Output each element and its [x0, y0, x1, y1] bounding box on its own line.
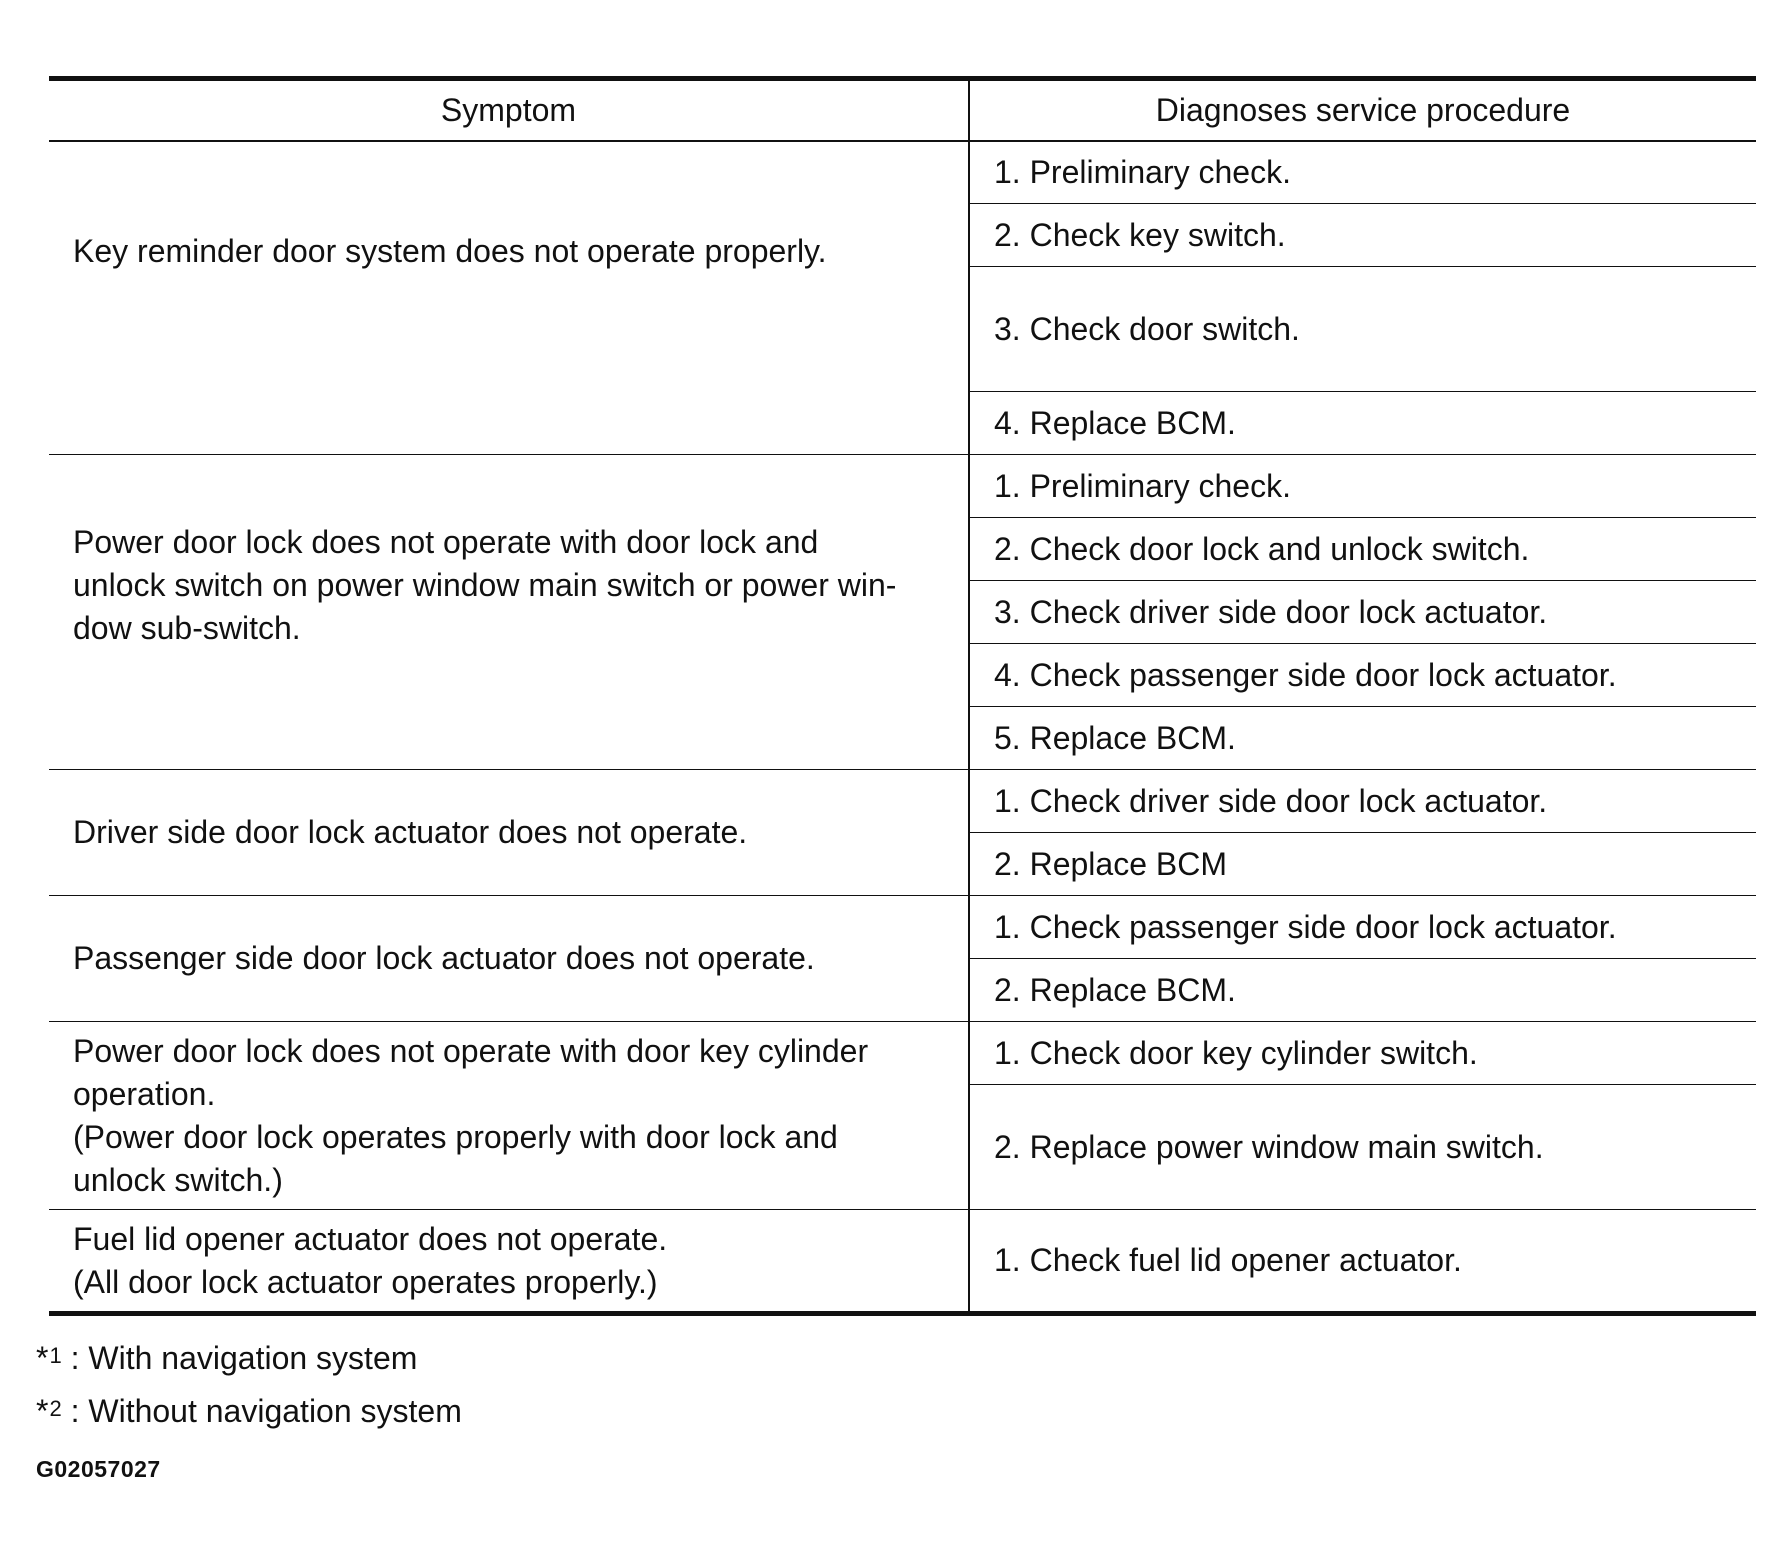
- procedure-step: 2. Check door lock and unlock switch.: [969, 518, 1756, 581]
- table-row: [49, 770, 1756, 833]
- footnote-superscript: 2: [49, 1396, 62, 1421]
- procedure-step: 2. Replace BCM: [969, 833, 1756, 896]
- footnote-superscript: 1: [49, 1343, 62, 1368]
- symptom-text: unlock switch.): [73, 1161, 283, 1198]
- procedure-step: 1. Check driver side door lock actuator.: [969, 770, 1756, 833]
- procedure-step: 5. Replace BCM.: [969, 707, 1756, 770]
- symptom-text: dow sub-switch.: [73, 609, 301, 646]
- symptom-cell: [49, 455, 969, 770]
- procedure-step: 4. Replace BCM.: [969, 392, 1756, 455]
- table-row: [49, 896, 1756, 959]
- procedure-step: 3. Check driver side door lock actuator.: [969, 581, 1756, 644]
- footnote-mark: *: [36, 1340, 49, 1376]
- diagnosis-table: [49, 76, 1756, 1316]
- table-row: [49, 1022, 1756, 1085]
- symptom-cell: [49, 141, 969, 455]
- symptom-cell: [49, 1022, 969, 1210]
- symptom-text: unlock switch on power window main switch or power win-: [73, 566, 897, 603]
- procedure-step: 1. Check door key cylinder switch.: [969, 1022, 1756, 1085]
- footnote-1: [36, 1338, 417, 1382]
- symptom-cell: [49, 1210, 969, 1314]
- table-row: [49, 1210, 1756, 1314]
- procedure-step: 1. Preliminary check.: [969, 455, 1756, 518]
- symptom-cell: [49, 896, 969, 1022]
- header-row: [49, 79, 1756, 141]
- symptom-text: (Power door lock operates properly with door lock and: [73, 1118, 838, 1155]
- figure-id: G02057027: [36, 1456, 161, 1482]
- procedure-step: 2. Replace BCM.: [969, 959, 1756, 1022]
- procedure-step: 1. Check fuel lid opener actuator.: [994, 1242, 1462, 1278]
- table-row: [49, 141, 1756, 204]
- symptom-text: Driver side door lock actuator does not operate.: [73, 814, 748, 850]
- footnote-2: [36, 1391, 462, 1435]
- symptom-text: (All door lock actuator operates properly.): [73, 1263, 658, 1300]
- procedure-step: 3. Check door switch.: [969, 267, 1756, 392]
- symptom-text: operation.: [73, 1075, 216, 1112]
- symptom-cell: [49, 770, 969, 896]
- table-row: [49, 455, 1756, 518]
- symptom-text: Fuel lid opener actuator does not operate.: [73, 1220, 668, 1257]
- symptom-text: Passenger side door lock actuator does not operate.: [73, 940, 815, 976]
- procedure-step: 2. Check key switch.: [969, 204, 1756, 267]
- procedure-step: 2. Replace power window main switch.: [969, 1085, 1756, 1210]
- procedure-step: 4. Check passenger side door lock actuator.: [969, 644, 1756, 707]
- symptom-header: Symptom: [49, 79, 969, 141]
- footnote-mark: *: [36, 1393, 49, 1429]
- procedure-header: Diagnoses service procedure: [969, 79, 1756, 141]
- procedure-step: 1. Check passenger side door lock actuator.: [969, 896, 1756, 959]
- footnote-text: : Without navigation system: [61, 1393, 462, 1429]
- symptom-text: Key reminder door system does not operate properly.: [73, 233, 827, 270]
- procedure-step: 1. Preliminary check.: [969, 141, 1756, 204]
- symptom-text: Power door lock does not operate with door key cylinder: [73, 1032, 869, 1069]
- symptom-text: Power door lock does not operate with door lock and: [73, 523, 819, 560]
- footnote-text: : With navigation system: [61, 1340, 418, 1376]
